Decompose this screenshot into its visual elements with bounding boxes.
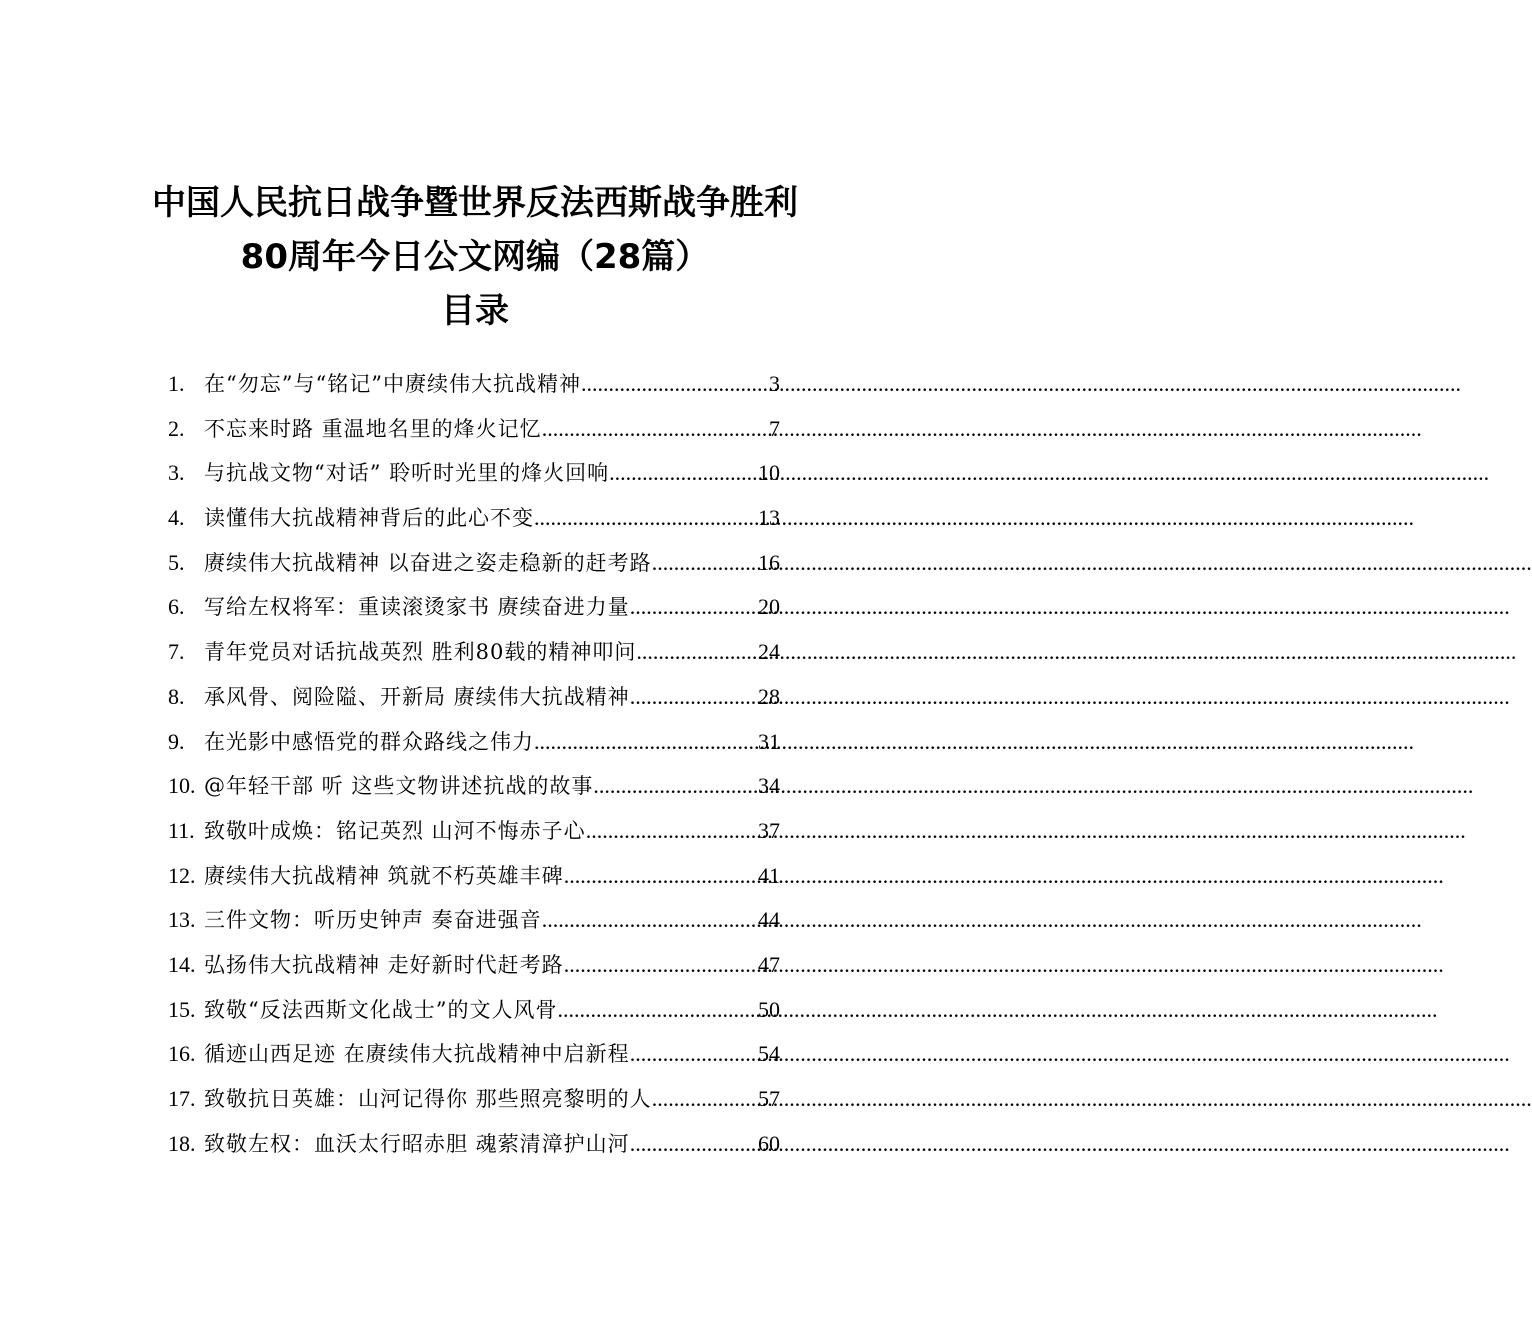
toc-entry-title: 承风骨、阅险隘、开新局 赓续伟大抗战精神	[204, 684, 630, 709]
toc-entry-title: 三件文物：听历史钟声 奏奋进强音	[204, 908, 542, 933]
toc-entry-page: 41	[758, 862, 780, 888]
toc-entry-page: 37	[758, 817, 780, 843]
toc-entry-number: 9.	[168, 728, 185, 754]
toc-dot-leader	[652, 1077, 758, 1122]
toc-entry[interactable]	[168, 451, 780, 496]
toc-entry[interactable]	[168, 809, 780, 854]
toc-entry-page: 7	[769, 415, 780, 441]
toc-dot-leader	[630, 1032, 758, 1077]
toc-entry-number: 14.	[168, 951, 196, 977]
toc-dot-leader	[630, 675, 758, 720]
toc-entry-page: 28	[758, 683, 780, 709]
toc-entry[interactable]	[168, 1032, 780, 1077]
toc-dot-leader	[534, 496, 758, 541]
toc-entry[interactable]	[168, 630, 780, 675]
toc-entry-title: 赓续伟大抗战精神 以奋进之姿走稳新的赶考路	[204, 550, 652, 575]
toc-dot-leader	[593, 764, 758, 809]
toc-entry-title: 读懂伟大抗战精神背后的此心不变	[204, 506, 534, 531]
toc-entry-number: 16.	[168, 1041, 196, 1067]
toc-entry-title: 赓续伟大抗战精神 筑就不朽英雄丰碑	[204, 863, 564, 888]
toc-entry-number: 2.	[168, 415, 185, 441]
toc-dot-leader	[542, 407, 769, 452]
toc-entry-number: 3.	[168, 460, 185, 486]
toc-dot-leader	[557, 988, 758, 1033]
toc-entry-title: 致敬“反法西斯文化战士”的文人风骨	[204, 997, 558, 1022]
toc-entry-title: 循迹山西足迹 在赓续伟大抗战精神中启新程	[204, 1042, 630, 1067]
toc-entry-page: 24	[758, 639, 780, 665]
toc-entry-number: 18.	[168, 1130, 196, 1156]
toc-entry-page: 13	[758, 505, 780, 531]
toc-entry-number: 11.	[168, 817, 195, 843]
document-title	[0, 176, 950, 338]
title-line-2: 80周年今日公文网编（28篇）	[240, 237, 710, 277]
toc-entry-page: 20	[758, 594, 780, 620]
toc-entry[interactable]	[168, 362, 780, 407]
toc-entry[interactable]	[168, 1122, 780, 1167]
toc-entry[interactable]	[168, 585, 780, 630]
toc-entry-page: 50	[758, 996, 780, 1022]
toc-entry[interactable]	[168, 854, 780, 899]
toc-entry[interactable]	[168, 988, 780, 1033]
toc-entry-number: 17.	[168, 1086, 196, 1111]
toc-entry-title: 致敬抗日英雄：山河记得你 那些照亮黎明的人	[204, 1087, 652, 1111]
toc-entry-page: 10	[758, 460, 780, 486]
toc-entry[interactable]	[168, 407, 780, 452]
toc-entry-number: 7.	[168, 639, 185, 665]
toc-dot-leader	[564, 943, 758, 988]
toc-entry-number: 15.	[168, 996, 196, 1022]
toc-entry-page: 34	[758, 773, 780, 799]
toc-dot-leader	[636, 630, 758, 675]
toc-entry-page: 54	[758, 1041, 780, 1067]
toc-entry[interactable]	[168, 1077, 780, 1122]
toc-entry-title: 青年党员对话抗战英烈 胜利80载的精神叩问	[204, 640, 637, 665]
toc-entry-title: 与抗战文物“对话” 聆听时光里的烽火回响	[204, 461, 610, 486]
toc-entry-number: 13.	[168, 907, 196, 933]
toc-entry-number: 12.	[168, 862, 196, 888]
toc-entry-number: 5.	[168, 549, 185, 575]
toc-dot-leader	[630, 1122, 758, 1167]
toc-entry-number: 6.	[168, 594, 185, 620]
toc-entry-title: @年轻干部 听 这些文物讲述抗战的故事	[204, 774, 594, 799]
toc-entry[interactable]	[168, 898, 780, 943]
toc-dot-leader	[630, 585, 758, 630]
title-line-1: 中国人民抗日战争暨世界反法西斯战争胜利	[152, 183, 798, 223]
toc-entry-page: 31	[758, 728, 780, 754]
toc-entry-title: 写给左权将军：重读滚烫家书 赓续奋进力量	[204, 595, 630, 620]
toc-heading: 目录	[441, 291, 509, 331]
toc-entry-page: 47	[758, 951, 780, 977]
toc-entry[interactable]	[168, 764, 780, 809]
toc-entry-title: 在“勿忘”与“铭记”中赓续伟大抗战精神	[204, 372, 581, 396]
toc-dot-leader	[534, 720, 758, 765]
toc-dot-leader	[609, 451, 758, 496]
toc-entry[interactable]	[168, 541, 780, 586]
toc-entry[interactable]	[168, 943, 780, 988]
toc-entry-title: 不忘来时路 重温地名里的烽火记忆	[204, 416, 542, 441]
toc-entry-page: 60	[758, 1130, 780, 1156]
table-of-contents	[168, 362, 780, 1166]
toc-entry[interactable]	[168, 675, 780, 720]
toc-entry-number: 8.	[168, 683, 185, 709]
toc-dot-leader	[652, 541, 758, 586]
toc-entry-page: 44	[758, 907, 780, 933]
toc-entry-number: 4.	[168, 505, 185, 531]
toc-entry[interactable]	[168, 720, 780, 765]
toc-dot-leader	[542, 898, 758, 943]
toc-entry-title: 弘扬伟大抗战精神 走好新时代赶考路	[204, 952, 564, 977]
toc-entry-title: 致敬左权：血沃太行昭赤胆 魂萦清漳护山河	[204, 1131, 630, 1156]
toc-entry[interactable]	[168, 496, 780, 541]
toc-entry-number: 10.	[168, 773, 196, 799]
toc-entry-title: 致敬叶成焕：铭记英烈 山河不悔赤子心	[204, 818, 586, 843]
toc-dot-leader	[586, 809, 758, 854]
toc-dot-leader	[581, 362, 769, 407]
toc-entry-page: 16	[758, 549, 780, 575]
toc-entry-number: 1.	[168, 371, 185, 396]
toc-dot-leader	[564, 854, 758, 899]
toc-entry-page: 3	[769, 371, 780, 396]
toc-entry-page: 57	[758, 1086, 780, 1111]
toc-entry-title: 在光影中感悟党的群众路线之伟力	[204, 729, 534, 754]
